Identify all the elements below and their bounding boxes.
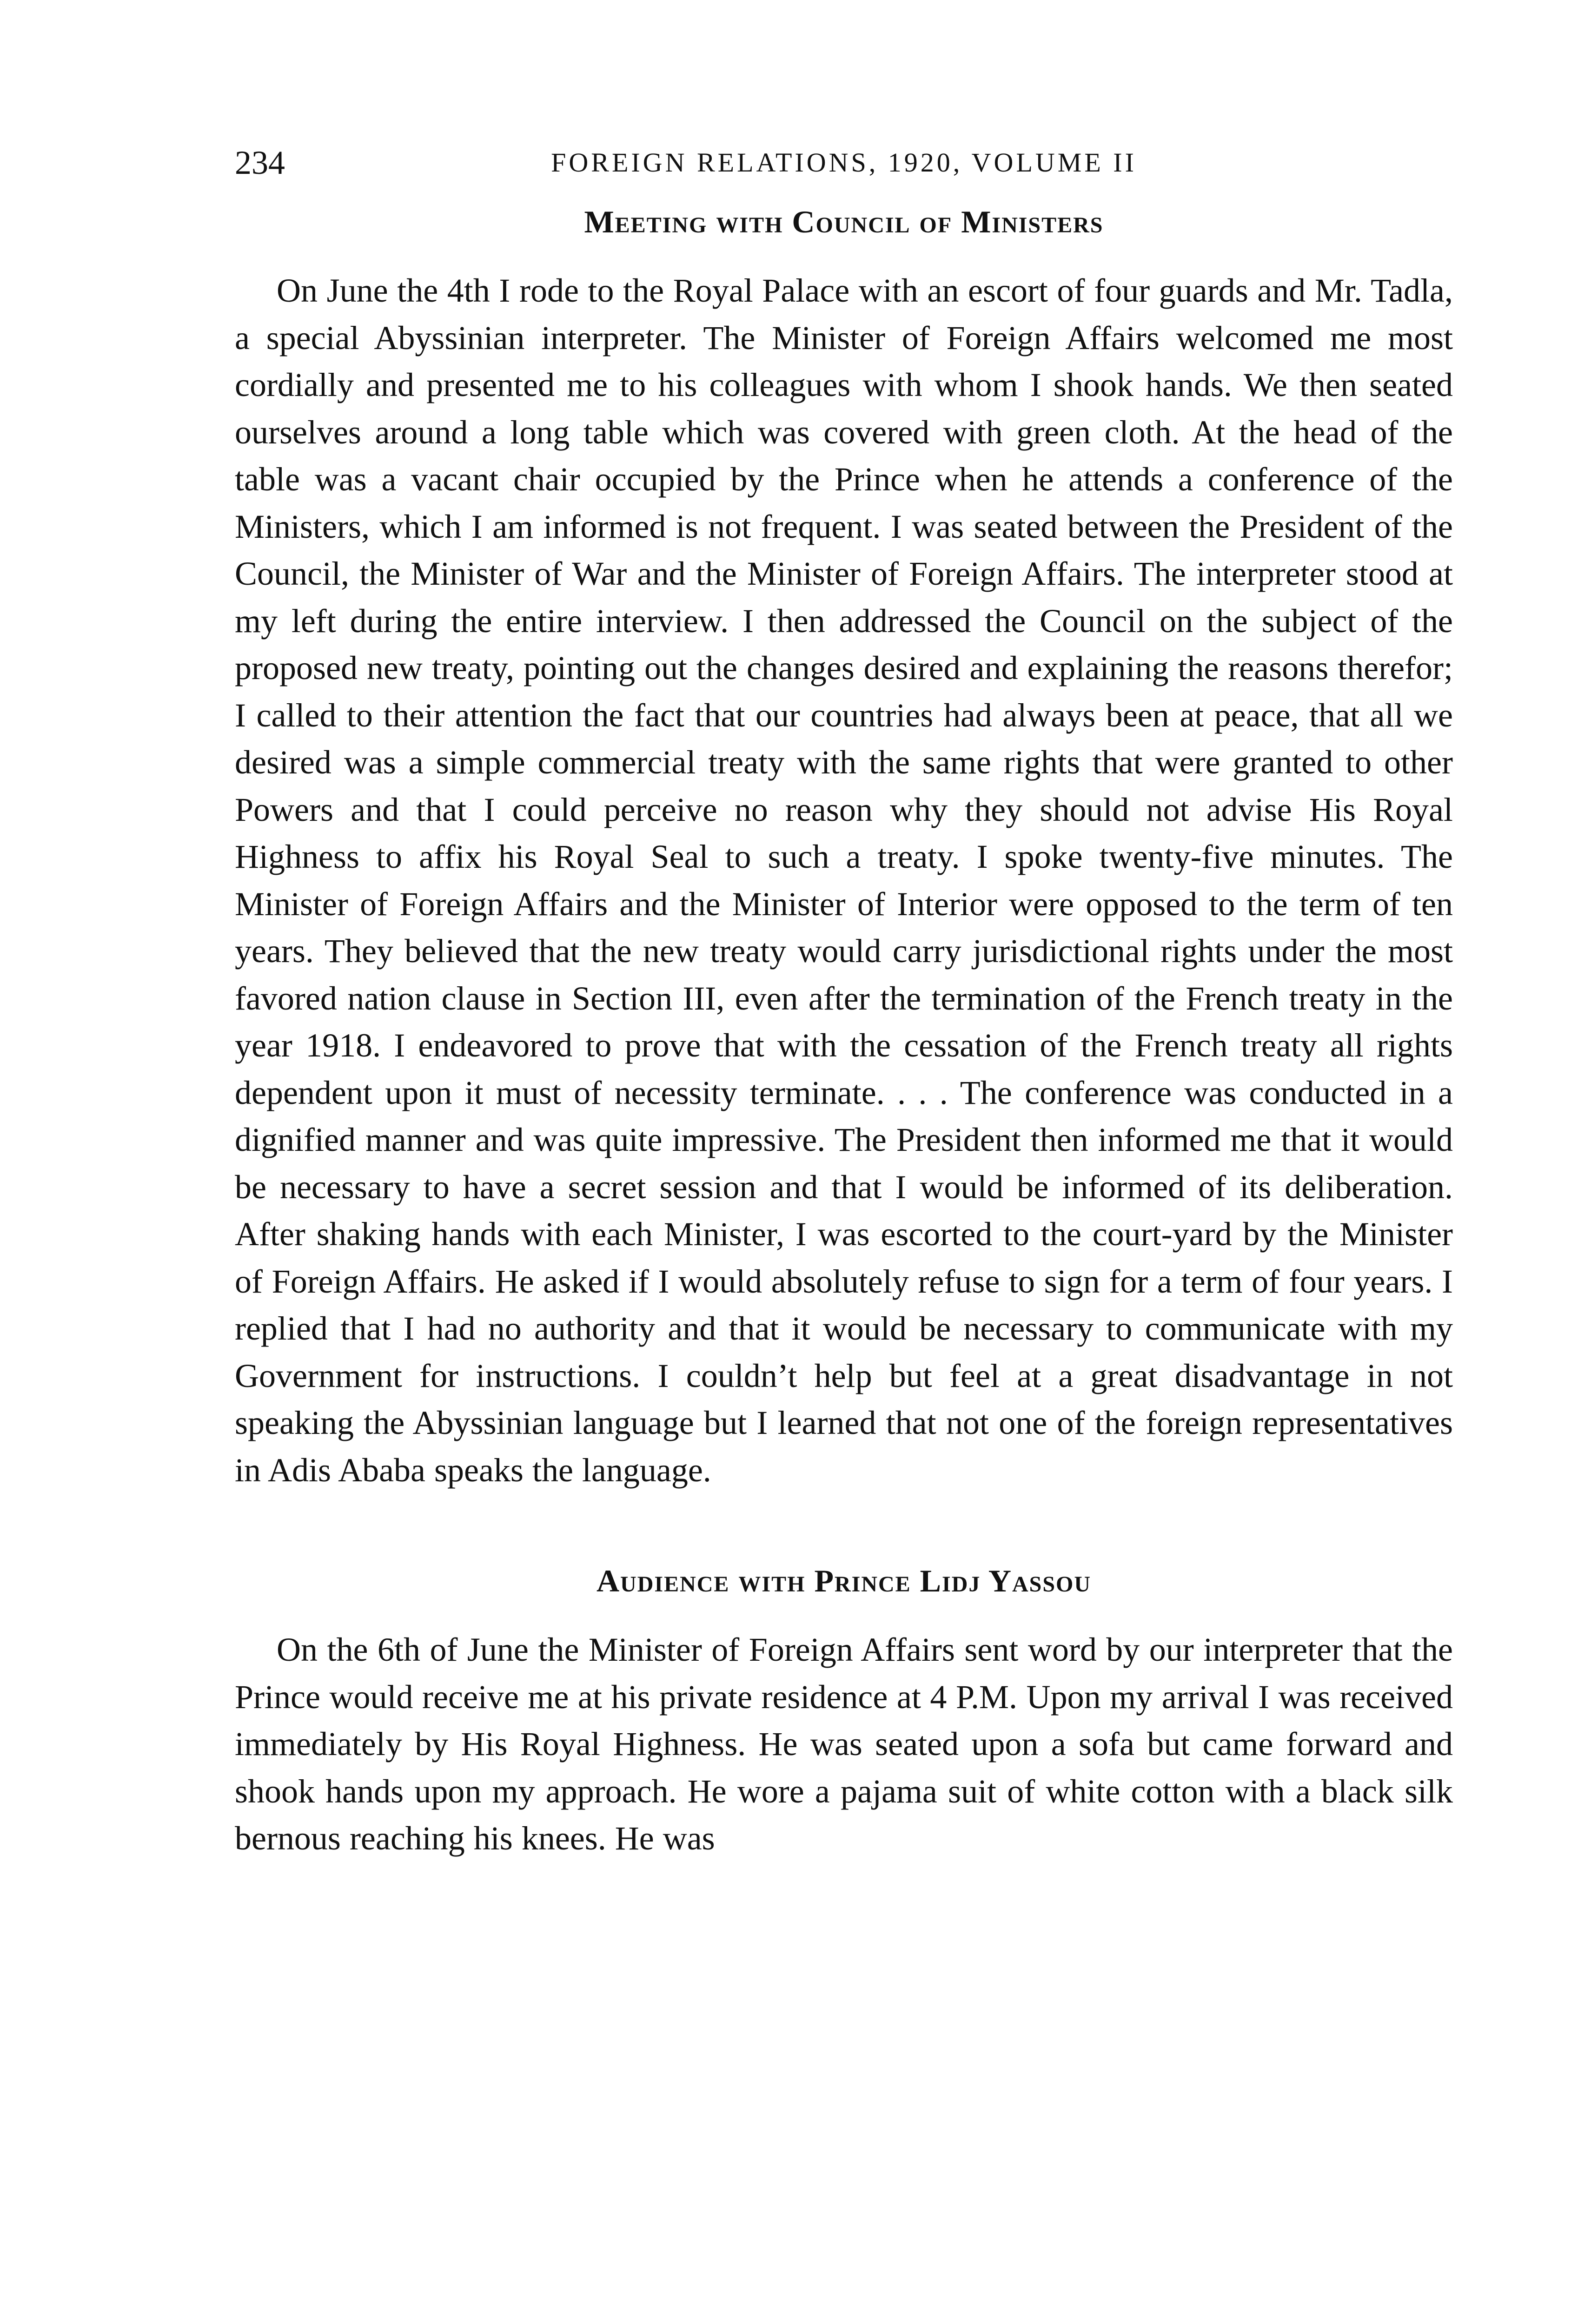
paragraph-audience: On the 6th of June the Minister of Foreign Affairs sent word by our interpreter that the Prince would receive me at his private residence at 4 P.M. Upon my arrival I was received immediately by His Royal Highness. He was seated upon a sofa but came forward and shook hands upon my approach. He wore a pajama suit of white cotton with a black silk bernous reaching his knees. He was — [235, 1631, 1453, 1857]
page-number: 234 — [235, 144, 285, 181]
running-header — [235, 139, 1453, 186]
running-title: FOREIGN RELATIONS, 1920, VOLUME II — [551, 147, 1137, 178]
document-page — [235, 139, 1453, 1862]
section-heading-council-of-ministers: Meeting with Council of Ministers — [584, 204, 1104, 239]
section-heading-audience-with-prince: Audience with Prince Lidj Yassou — [596, 1563, 1092, 1598]
paragraph-council-meeting: On June the 4th I rode to the Royal Palace with an escort of four guards and Mr. Tadla, a special Abyssinian interpreter. The Minister of Foreign Affairs welcomed me most cordially and presented me to his colleagues with whom I shook hands. We then seated ourselves around a long table which was covered with green cloth. At the head of the table was a vacant chair occupied by the Prince when he attends a conference of the Ministers, which I am informed is not frequent. I was seated between the President of the Council, the Minister of War and the Minister of Foreign Affairs. The interpreter stood at my left during the entire interview. I then addressed the Council on the subject of the proposed new treaty, pointing out the changes desired and explaining the reasons therefor; I called to their attention the fact that our countries had always been at peace, that all we desired was a simple commercial treaty with the same rights that were granted to other Powers and that I could perceive no reason why they should not advise His Royal Highness to affix his Royal Seal to such a treaty. I spoke twenty-five minutes. The Minister of Foreign Affairs and the Minister of Interior were opposed to the term of ten years. They believed that the new treaty would carry jurisdictional rights under the most favored nation clause in Section III, even after the termination of the French treaty in the year 1918. I endeavored to prove that with the cessation of the French treaty all rights dependent upon it must of necessity terminate. . . . The conference was conducted in a dignified manner and was quite impressive. The President then informed me that it would be necessary to have a secret session and that I would be informed of its deliberation. After shaking hands with each Minister, I was escorted to the court-yard by the Minister of Foreign Affairs. He asked if I would absolutely refuse to sign for a term of four years. I replied that I had no authority and that it would be necessary to communicate with my Government for instructions. I couldn’t help but feel at a great disadvantage in not speaking the Abyssinian language but I learned that not one of the foreign representatives in Adis Ababa speaks the language. — [235, 272, 1453, 1489]
